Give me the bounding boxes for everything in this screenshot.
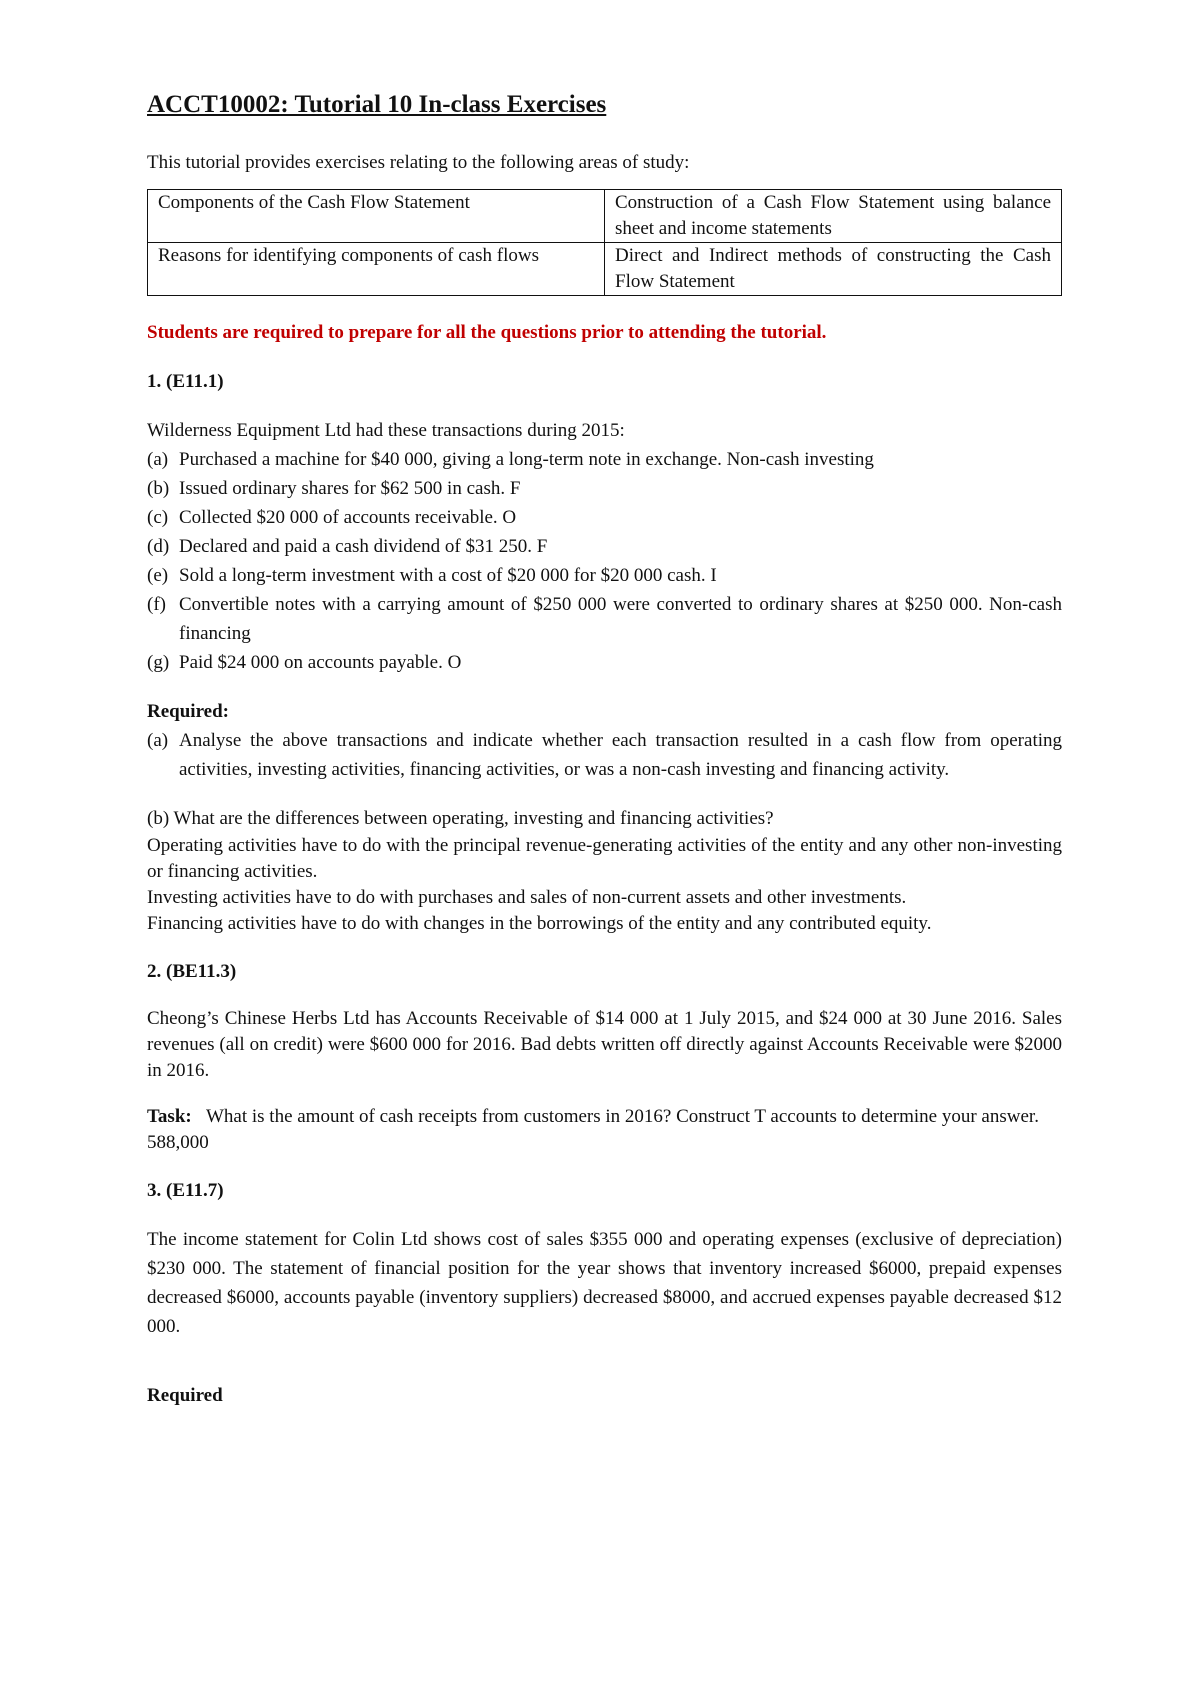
answer-financing: Financing activities have to do with changes in the borrowings of the entity and any contributed equity. [147, 913, 932, 934]
task-label: Task: [147, 1106, 192, 1127]
item-label: (g) [147, 652, 170, 673]
list-item [147, 561, 1062, 590]
page-title: ACCT10002: Tutorial 10 In-class Exercises [147, 91, 607, 118]
list-item [147, 532, 1062, 561]
table-cell: Reasons for identifying components of cash flows [148, 243, 605, 296]
list-item [147, 445, 1062, 474]
preparation-notice: Students are required to prepare for all the questions prior to attending the tutorial. [147, 322, 827, 343]
item-label: (a) [147, 449, 169, 470]
item-label: (f) [147, 594, 166, 615]
table-cell: Direct and Indirect methods of constructing the Cash Flow Statement [605, 243, 1062, 296]
question-2-task [147, 1104, 1062, 1130]
item-text: Issued ordinary shares for $62 500 in cash. F [179, 478, 521, 499]
list-item [147, 503, 1062, 532]
table-row [148, 190, 1062, 243]
question-3-heading: 3. (E11.7) [147, 1180, 224, 1201]
item-label: (d) [147, 536, 170, 557]
item-text: Analyse the above transactions and indicate whether each transaction resulted in a cash flow from operating activities, investing activities, financing activities, or was a non-cash investing and financing activity. [179, 730, 1062, 780]
list-item [147, 590, 1062, 648]
item-label: (a) [147, 730, 169, 751]
list-item [147, 474, 1062, 503]
question-2-body: Cheong’s Chinese Herbs Ltd has Accounts Receivable of $14 000 at 1 July 2015, and $24 000 at 30 June 2016. Sales revenues (all on credit) were $600 000 for 2016. Bad debts written off directly against Accounts Receivable were $2000 in 2016. [147, 1008, 1062, 1081]
table-row [148, 243, 1062, 296]
required-item-a [147, 726, 1062, 784]
document-page [147, 88, 1062, 1410]
answer-operating: Operating activities have to do with the principal revenue-generating activities of the entity and any other non-investing or financing activities. [147, 835, 1062, 882]
item-label: (c) [147, 507, 169, 528]
question-1-lead: Wilderness Equipment Ltd had these transactions during 2015: [147, 420, 625, 441]
table-cell: Components of the Cash Flow Statement [148, 190, 605, 243]
intro-text: This tutorial provides exercises relating to the following areas of study: [147, 152, 690, 173]
question-3-body: The income statement for Colin Ltd shows cost of sales $355 000 and operating expenses (exclusive of depreciation) $230 000. The statement of financial position for the year shows that inventory increased $6000, prepaid expenses decreased $6000, accounts payable (inventory suppliers) decreased $8000, and accrued expenses payable decreased $12 000. [147, 1229, 1062, 1337]
item-text: Collected $20 000 of accounts receivable. O [179, 507, 517, 528]
topics-table [147, 189, 1062, 296]
item-text: Declared and paid a cash dividend of $31 250. F [179, 536, 548, 557]
question-1-heading: 1. (E11.1) [147, 371, 224, 392]
question-1-items [147, 445, 1062, 677]
question-1-required-label: Required: [147, 701, 229, 722]
item-label: (b) [147, 478, 170, 499]
question-2-answer: 588,000 [147, 1132, 209, 1153]
question-3-required-label: Required [147, 1385, 223, 1406]
item-text: Purchased a machine for $40 000, giving a long-term note in exchange. Non-cash investing [179, 449, 874, 470]
answer-investing: Investing activities have to do with purchases and sales of non-current assets and other investments. [147, 887, 907, 908]
item-label: (e) [147, 565, 169, 586]
task-text: What is the amount of cash receipts from customers in 2016? Construct T accounts to determine your answer. [205, 1106, 1039, 1127]
required-item-b: (b) What are the differences between operating, investing and financing activities? [147, 808, 774, 829]
item-text: Sold a long-term investment with a cost of $20 000 for $20 000 cash. I [179, 565, 717, 586]
list-item [147, 648, 1062, 677]
question-2-heading: 2. (BE11.3) [147, 961, 237, 982]
item-text: Convertible notes with a carrying amount of $250 000 were converted to ordinary shares at $250 000. Non-cash financing [179, 594, 1062, 644]
item-text: Paid $24 000 on accounts payable. O [179, 652, 462, 673]
table-cell: Construction of a Cash Flow Statement using balance sheet and income statements [605, 190, 1062, 243]
